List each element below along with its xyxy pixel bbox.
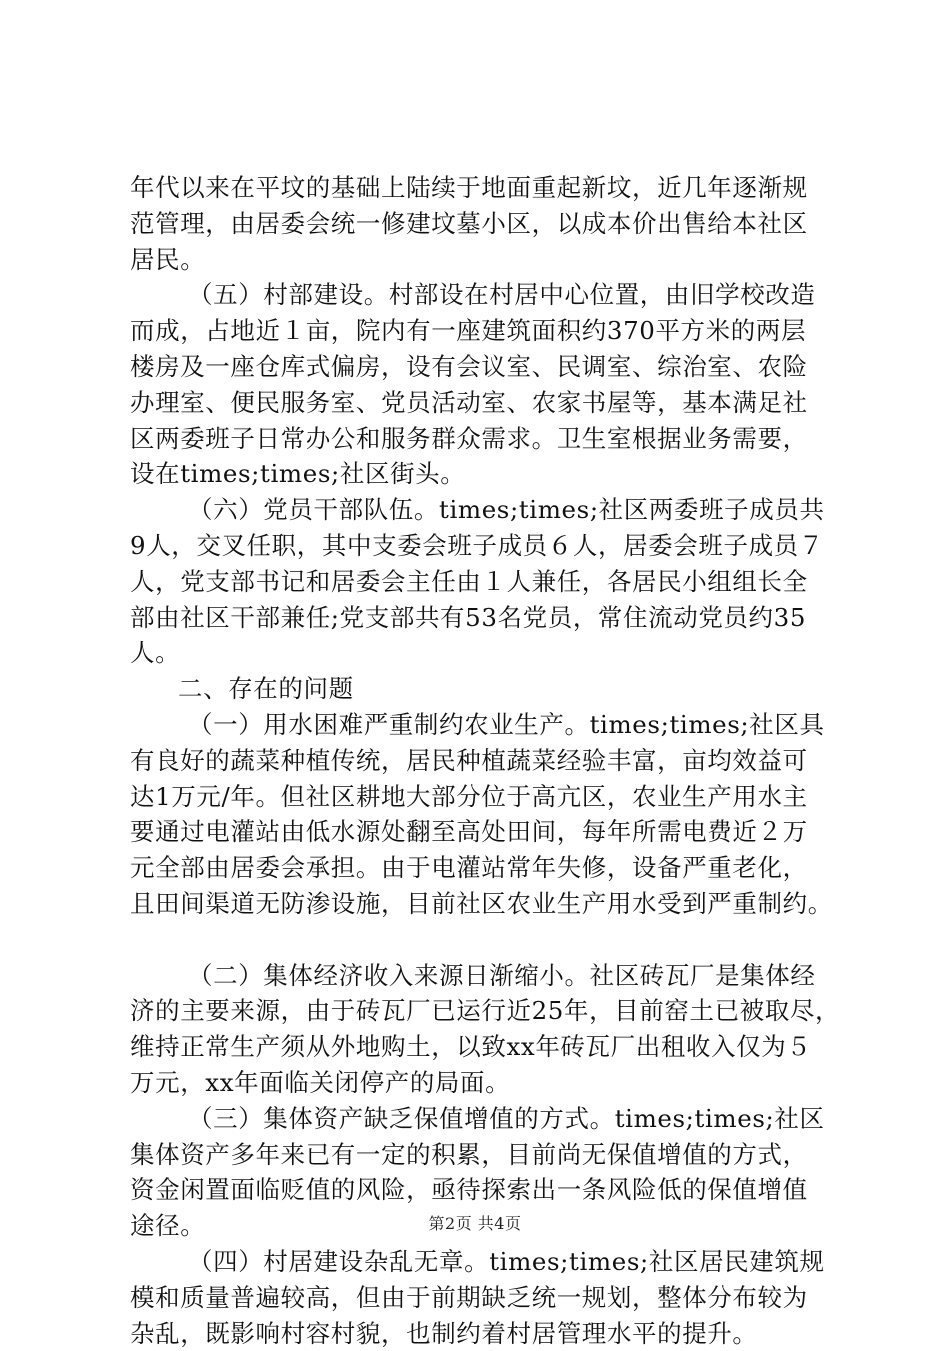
text-line: 元全部由居委会承担。由于电灌站常年失修，设备严重老化， — [130, 850, 840, 886]
text-line: 部由社区干部兼任;党支部共有53名党员，常住流动党员约35 — [130, 600, 840, 636]
paragraph-heading-line: （一）用水困难严重制约农业生产。times;times;社区具 — [130, 707, 840, 743]
paragraph-heading-line: （五）村部建设。村部设在村居中心位置，由旧学校改造 — [130, 277, 840, 313]
text-line: 人。 — [130, 635, 840, 671]
section-heading: 二、存在的问题 — [130, 671, 840, 707]
text-line: 维持正常生产须从外地购土，以致xx年砖瓦厂出租收入仅为５ — [130, 1029, 840, 1065]
text-line: 设在times;times;社区街头。 — [130, 456, 840, 492]
text-line: 万元，xx年面临关闭停产的局面。 — [130, 1065, 840, 1101]
text-line: 途径。 — [130, 1208, 840, 1244]
paragraph-heading-line: （三）集体资产缺乏保值增值的方式。times;times;社区 — [130, 1101, 840, 1137]
text-line: 而成，占地近１亩，院内有一座建筑面积约370平方米的两层 — [130, 313, 840, 349]
paragraph-heading-line: （六）党员干部队伍。times;times;社区两委班子成员共 — [130, 492, 840, 528]
text-line: 集体资产多年来已有一定的积累，目前尚无保值增值的方式， — [130, 1137, 840, 1173]
paragraph-gap — [130, 922, 840, 958]
text-line: 年代以来在平坟的基础上陆续于地面重起新坟，近几年逐渐规 — [130, 170, 840, 206]
text-line: 杂乱，既影响村容村貌，也制约着村居管理水平的提升。 — [130, 1316, 840, 1351]
text-line: 模和质量普遍较高，但由于前期缺乏统一规划，整体分布较为 — [130, 1280, 840, 1316]
text-line: 且田间渠道无防渗设施，目前社区农业生产用水受到严重制约。 — [130, 886, 840, 922]
paragraph-heading-line: （二）集体经济收入来源日渐缩小。社区砖瓦厂是集体经 — [130, 958, 840, 994]
text-line: 达1万元/年。但社区耕地大部分位于高亢区，农业生产用水主 — [130, 779, 840, 815]
text-line: 居民。 — [130, 242, 840, 278]
text-line: 9人，交叉任职，其中支委会班子成员６人，居委会班子成员７ — [130, 528, 840, 564]
paragraph-heading-line: （四）村居建设杂乱无章。times;times;社区居民建筑规 — [130, 1244, 840, 1280]
text-line: 要通过电灌站由低水源处翻至高处田间，每年所需电费近２万 — [130, 814, 840, 850]
document-body — [130, 170, 840, 1351]
page-footer: 第2页 共4页 — [0, 1214, 950, 1234]
text-line: 济的主要来源，由于砖瓦厂已运行近25年，目前窑土已被取尽， — [130, 993, 840, 1029]
text-line: 范管理，由居委会统一修建坟墓小区，以成本价出售给本社区 — [130, 206, 840, 242]
text-line: 资金闲置面临贬值的风险，亟待探索出一条风险低的保值增值 — [130, 1172, 840, 1208]
text-line: 有良好的蔬菜种植传统，居民种植蔬菜经验丰富，亩均效益可 — [130, 743, 840, 779]
text-line: 楼房及一座仓库式偏房，设有会议室、民调室、综治室、农险 — [130, 349, 840, 385]
text-line: 区两委班子日常办公和服务群众需求。卫生室根据业务需要， — [130, 421, 840, 457]
text-line: 办理室、便民服务室、党员活动室、农家书屋等，基本满足社 — [130, 385, 840, 421]
text-line: 人，党支部书记和居委会主任由１人兼任，各居民小组组长全 — [130, 564, 840, 600]
